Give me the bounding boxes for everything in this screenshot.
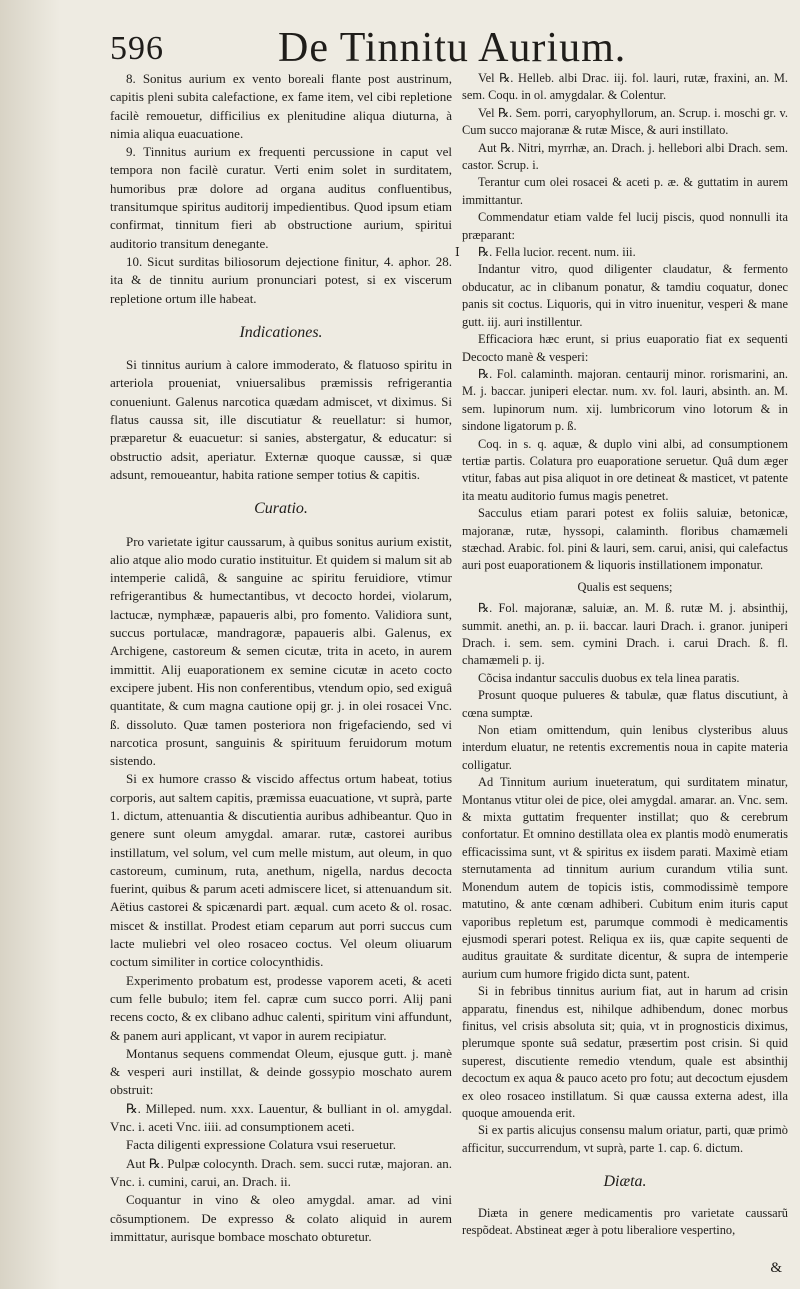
right-column-paragraph: Vel ℞. Sem. porri, caryophyllorum, an. Scrup. i. moschi gr. v. Cum succo majoranæ & rutæ Misce, & auri instillato. — [462, 105, 788, 138]
left-column-paragraph: ℞. Milleped. num. xxx. Lauentur, & bulliant in ol. amygdal. Vnc. i. aceti Vnc. iiii. ad consumptionem aceti. — [110, 1100, 452, 1135]
right-column-paragraph: Aut ℞. Nitri, myrrhæ, an. Drach. j. hellebori albi Drach. sem. castor. Scrup. i. — [462, 140, 788, 173]
page-header — [110, 24, 750, 76]
right-column-paragraph: Indantur vitro, quod diligenter claudatur, & fermento obducatur, ac in clibanum ponatur, & tamdiu coquatur, donec panis sit coctus. Liquoris, qui in vitro inuenitur, vesperi & mane gutt. iij. auri instillentur. — [462, 262, 788, 329]
right-column-paragraph: Commendatur etiam valde fel lucij piscis, quod nonnulli ita præparant: — [462, 210, 788, 242]
right-column-paragraph: Si in febribus tinnitus aurium fiat, aut in harum ad crisin apparatu, finendus est, nihilque adhibendum, donec morbus finitus, vel crisis absoluta sit; quia, vt in prognosticis diximus, plerumque sponte suâ sedatur, præsertim post crisin. Si quid superest, discutiente remedio vtendum, quale est absinthij decoctum ex aqua & pauco aceto pro fotu; aut decoctum ejusdem ex oleo rosaceo instillatum. Si quæ caussa externa adest, illa quoque amouenda erit. — [462, 984, 788, 1120]
left-column-paragraph: Si ex humore crasso & viscido affectus ortum habeat, totius corporis, aut saltem capitis, præmissa euacuatione, vt suprà, parte 1. dictum, attenuantia & discutientia auribus adhibeantur. Quo in genere sunt oleum amygdal. amarar. rutæ, castorei auribus instillatum, vel solum, vel cum melle mistum, aut oleum, in quo castoreum, cuminum, ruta, anethum, nigella, nardus decocta fuerint, quibus & parum aceti admiscere licet, si attenuandum sit. Aëtius castorei & spicænardi part. æqual. cum aceto & ol. rosac. miscet & instillat. Prodest etiam ceparum aut porri succus cum lacte muliebri vel oleo rosaceo coctus. Vel oleum oliuarum coctum similiter in cortice colocynthidis. — [110, 771, 452, 970]
right-column-paragraph: Si ex partis alicujus consensu malum oriatur, parti, quæ primò afficitur, succurrendum, vt suprà, parte 1. cap. 6. dictum. — [462, 1123, 788, 1155]
left-column-paragraph: Si tinnitus aurium à calore immoderato, & flatuoso spiritu in arteriola proueniat, vniuersalibus præmissis refrigerantia conueniunt. Galenus narcotica quædam admiscet, vt diximus. Si flatus caussa sit, ille discutiatur & reuellatur: si humor, præparetur & euacuetur: si sanies, abstergatur, & educatur: si obstructio adsit, aperiatur. Externæ quoque caussæ, si quæ adsunt, remoueantur, habita ratione semper totius & capitis. — [110, 357, 452, 482]
catchword: & — [770, 1260, 782, 1276]
right-column-paragraph: Non etiam omittendum, quin lenibus clysteribus aluus interdum eluatur, ne retentis excrementis noua in capite materia colligatur. — [462, 723, 788, 772]
right-column-paragraph: Diæta in genere medicamentis pro varietate caussarũ respõdeat. Abstineat æger à potu liberaliore vespertino, — [462, 1205, 788, 1237]
margin-mark: Ⅰ — [455, 245, 460, 259]
section-heading: Diæta. — [603, 1173, 647, 1191]
right-column-paragraph: ℞. Fol. majoranæ, saluiæ, an. M. ß. rutæ M. j. absinthij, summit. anethi, an. p. ii. baccar. lauri Drach. i. granor. juniperi Drach. i. sem. sem. cymini Drach. i. carui Drach. ß. fl. chamæmeli p. ij. — [462, 601, 788, 668]
right-column-paragraph: Cõcisa indantur sacculis duobus ex tela linea paratis. — [478, 670, 740, 685]
section-heading: Curatio. — [254, 500, 308, 518]
left-column-paragraph: 8. Sonitus aurium ex vento boreali flante post austrinum, capitis pleni subita calefactione, ex fame item, vel cibi repletione facilè remouetur, difficilius ex plenitudine aliqua diuturna, à nimia aliqua euacuatione. — [110, 71, 452, 141]
right-column-paragraph: Ad Tinnitum aurium inueteratum, qui surditatem minatur, Montanus vtitur olei de pice, olei amygdal. amarar. an. Vnc. sem. & mixta guttatim frequenter instillat; quo & cerebrum confortatur. Et omnino destillata olea ex plantis modò enumeratis efficacissima sunt, vt & spiritus ex iisdem parati. Maximè etiam sternutamenta ad tinnitum aurium curandum vtilia sunt. Monendum autem de topicis istis, commodissimè tempore matutino, & ante cœnam adhiberi. Cubitum enim ituris caput vaporibus repletum est, parumque commodi è medicamentis ejusmodi sperari potest. Reliqua ex iis, quæ capite sequenti de auditus grauitate & surditate dicentur, & supra de intemperie aurium cum humore frigido dicta sunt, patent. — [462, 775, 788, 981]
left-column-paragraph: Experimento probatum est, prodesse vaporem aceti, & aceti cum felle bubulo; item fel. capræ cum succo porri. Alij pani recens cocto, & ex clibano adhuc calenti, spiritum vini affundunt, & panem auri applicant, vt vapor in aurem recipiatur. — [110, 972, 452, 1043]
left-column-paragraph: Aut ℞. Pulpæ colocynth. Drach. sem. succi rutæ, majoran. an. Vnc. i. cumini, carui, an. Drach. ii. — [110, 1155, 452, 1189]
left-column-paragraph: 9. Tinnitus aurium ex frequenti percussione in caput vel tempora non facilè curatur. Verti enim solet in surditatem, humoribus præ dolore ad organa auditus confluentibus, transitumque spiritus auditorij impedientibus. Quod ipsum etiam confirmat, tinnitum fieri ab obstructione aurium, spiritui auditorio transitum denegante. — [110, 144, 452, 251]
right-column-paragraph: Qualis est sequens; — [577, 579, 673, 594]
page-number: 596 — [110, 30, 164, 67]
right-column-paragraph: Terantur cum olei rosacei & aceti p. æ. & guttatim in aurem immittantur. — [462, 175, 788, 207]
right-text-column — [462, 70, 788, 1239]
right-column-paragraph: ℞. Fol. calaminth. majoran. centaurij minor. rorismarini, an. M. j. baccar. juniperi electar. num. xv. fol. lauri, absinth. an. M. sem. lupinorum num. xij. lumbricorum vino lotorum & in sindone ligatorum p. ß. — [462, 366, 788, 434]
running-title: De Tinnitu Aurium. — [278, 25, 627, 71]
right-column-paragraph: Coq. in s. q. aquæ, & duplo vini albi, ad consumptionem tertiæ partis. Colatura pro euaporatione seruetur. Quâ dum æger vtitur, fabas aut pisa aliquot in ore detineat & masticet, vt patente ita meatu auditorio fumus magis penetret. — [462, 436, 788, 503]
left-column-paragraph: Coquantur in vino & oleo amygdal. amar. ad vini cõsumptionem. De expresso & colato aliquid in aurem immittatur, aurisque bombace moschato obturetur. — [110, 1192, 452, 1244]
right-column-paragraph: Vel ℞. Helleb. albi Drac. iij. fol. lauri, rutæ, fraxini, an. M. sem. Coqu. in ol. amygdalar. & Colentur. — [462, 71, 788, 103]
left-column-paragraph: 10. Sicut surditas biliosorum dejectione finitur, 4. aphor. 28. ita & de tinnitu aurium pronunciari potest, si ex viscerum repletione ortum ille habeat. — [110, 253, 452, 306]
page-gutter-shadow — [0, 0, 60, 1289]
right-column-paragraph: ℞. Fella lucior. recent. num. iii. — [478, 245, 636, 260]
right-column-paragraph: Efficaciora hæc erunt, si prius euaporatio fiat ex sequenti Decocto manè & vesperi: — [462, 332, 788, 364]
right-column-paragraph: Sacculus etiam parari potest ex foliis saluiæ, betonicæ, majoranæ, rutæ, hyssopi, calaminth. floribus chamæmeli stæchad. Arabic. fol. pini & lauri, sem. carui, anisi, qui calefactus auri post euaporationem & liquoris instillationem imponatur. — [462, 506, 788, 573]
left-column-paragraph: Pro varietate igitur caussarum, à quibus sonitus aurium existit, alio atque alio modo curatio instituitur. Et quidem si malum sit ab intemperie calidâ, & sanguine ac spiritu feruidiore, vtimur refrigerantibus & humectantibus, vt decocto hordei, violarum, lactucæ, nymphææ, papaueris albi, pro fomento. Validiora sunt, succus portulacæ, mandragoræ, papaueris albi. Galenus, ex Archigene, castoreum & semen cicutæ, trita in aceto, in aurem immittit. Alij euaporationem ex semine cicutæ in aceto cocto excipere jubent. His non conferentibus, vtendum opio, sed exiguâ quantitate, & cum magna cautione opij gr. j. in olei rosacei Vnc. ß. dissoluto. Quæ tamen posteriora non frigefaciendo, sed vi narcotica prosunt, sanguinis & spirituum feruidorum motum sistendo. — [110, 533, 452, 769]
left-column-paragraph: Montanus sequens commendat Oleum, ejusque gutt. j. manè & vesperi auri instillat, & deinde gossypio moschato aurem obstruit: — [110, 1045, 452, 1098]
right-column-paragraph: Prosunt quoque pulueres & tabulæ, quæ flatus discutiunt, à cœna sumptæ. — [462, 688, 788, 720]
left-text-column — [110, 70, 452, 1246]
section-heading: Indicationes. — [239, 323, 323, 341]
left-column-paragraph: Facta diligenti expressione Colatura vsui reseruetur. — [126, 1137, 397, 1153]
